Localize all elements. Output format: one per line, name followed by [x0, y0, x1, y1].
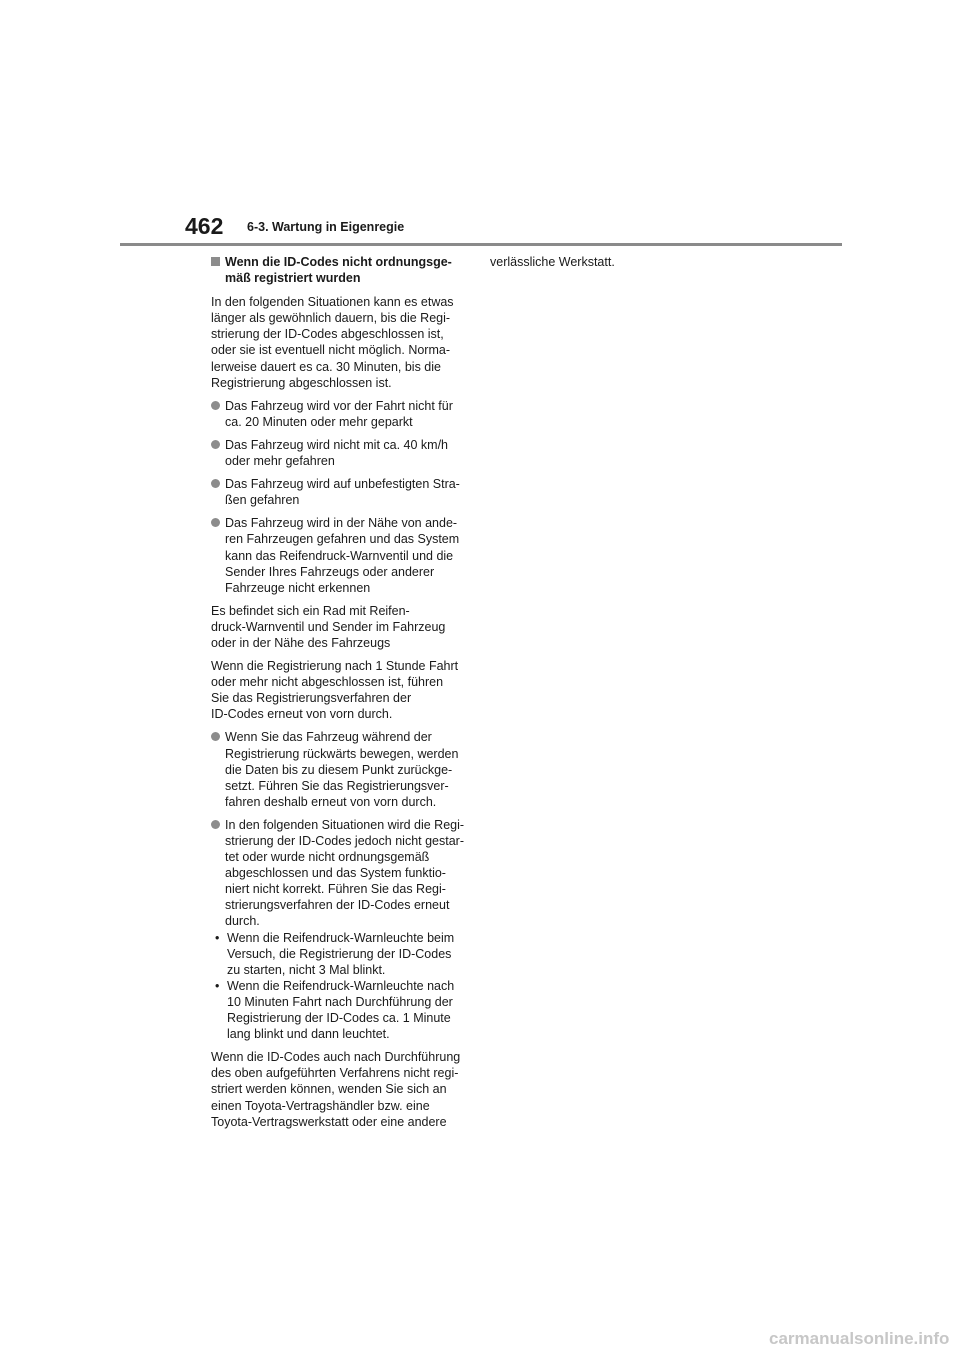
round-bullet-icon — [211, 820, 220, 829]
watermark: carmanualsonline.info — [769, 1329, 950, 1348]
sub-list-item — [211, 930, 473, 978]
section-title: 6-3. Wartung in Eigenregie — [247, 220, 405, 234]
list-item — [211, 437, 473, 469]
round-bullet-icon — [211, 479, 220, 488]
subsection-heading — [211, 254, 473, 286]
list-item — [211, 476, 473, 508]
bullet-registration-failed — [211, 817, 473, 1042]
intro-paragraph: In den folgenden Situationen kann es etwas länger als gewöhnlich dauern, bis die Regi- strierung der ID-Codes abgeschlossen ist, oder sie ist eventuell nicht möglich. Norma- lerweise dauert es ca. 30 Minuten, bis die Registrierung abgeschlossen ist. — [211, 295, 454, 390]
square-bullet-icon — [211, 257, 220, 266]
condition-list — [211, 398, 473, 596]
round-bullet-icon — [211, 518, 220, 527]
sub-item-text: Wenn die Reifendruck-Warnleuchte nach 10 Minuten Fahrt nach Durchführung der Registrierung der ID-Codes ca. 1 Minute lang blinkt und dann leuchtet. — [227, 978, 455, 1042]
bullet-text: Das Fahrzeug wird vor der Fahrt nicht für ca. 20 Minuten oder mehr geparkt — [225, 398, 453, 429]
paragraph-repeat-registration: Wenn die Registrierung nach 1 Stunde Fahrt oder mehr nicht abgeschlossen ist, führen Sie das Registrierungsverfahren der ID-Codes erneut von vorn durch. — [211, 659, 459, 722]
bullet-text: Das Fahrzeug wird in der Nähe von ande- ren Fahrzeugen gefahren und das System kann das Reifendruck-Warnventil und die Sender Ihres Fahrzeugs oder anderer Fahrzeuge nicht erkennen — [225, 516, 460, 595]
bullet-reverse-driving — [211, 729, 473, 809]
right-column — [490, 254, 752, 277]
sub-bullet-mark: • — [215, 978, 220, 993]
sub-list-item — [211, 978, 473, 1042]
closing-paragraph: Wenn die ID-Codes auch nach Durchführung des oben aufgeführten Verfahrens nicht regi- striert werden können, wenden Sie sich an einen Toyota-Vertragshändler bzw. eine Toyota-Vertragswerkstatt oder eine andere — [211, 1050, 461, 1129]
page-number: 462 — [185, 213, 224, 239]
list-item — [211, 398, 473, 430]
bullet-text: Wenn Sie das Fahrzeug während der Registrierung rückwärts bewegen, werden die Daten bis zu diesem Punkt zurückge- setzt. Führen Sie das Registrierungsver- fahren deshalb erneut von vorn durch. — [225, 730, 459, 809]
bullet-text: Das Fahrzeug wird nicht mit ca. 40 km/h oder mehr gefahren — [225, 437, 448, 469]
sub-bullet-mark: • — [215, 930, 220, 945]
left-column — [211, 254, 473, 1137]
round-bullet-icon — [211, 401, 220, 410]
paragraph-wheel-nearby: Es befindet sich ein Rad mit Reifen- druck-Warnventil und Sender im Fahrzeug oder in der Nähe des Fahrzeugs — [211, 603, 446, 650]
round-bullet-icon — [211, 440, 220, 449]
bullet-text: In den folgenden Situationen wird die Regi- strierung der ID-Codes jedoch nicht gestar- tet oder wurde nicht ordnungsgemäß abgeschlossen und das System funktio- niert nicht korrekt. Führen Sie das Regi- strierungsverfahren der ID-Codes erneut durch. — [225, 817, 465, 929]
bullet-text: Das Fahrzeug wird auf unbefestigten Stra- ßen gefahren — [225, 477, 460, 508]
sub-item-text: Wenn die Reifendruck-Warnleuchte beim Versuch, die Registrierung der ID-Codes zu starten, nicht 3 Mal blinkt. — [227, 930, 455, 977]
sub-list — [215, 930, 473, 1043]
round-bullet-icon — [211, 732, 220, 741]
list-item — [211, 515, 473, 595]
heading-text: Wenn die ID-Codes nicht ordnungsge- mäß registriert wurden — [225, 255, 452, 286]
continuation-text: verlässliche Werkstatt. — [490, 255, 615, 269]
header-divider — [120, 243, 842, 246]
